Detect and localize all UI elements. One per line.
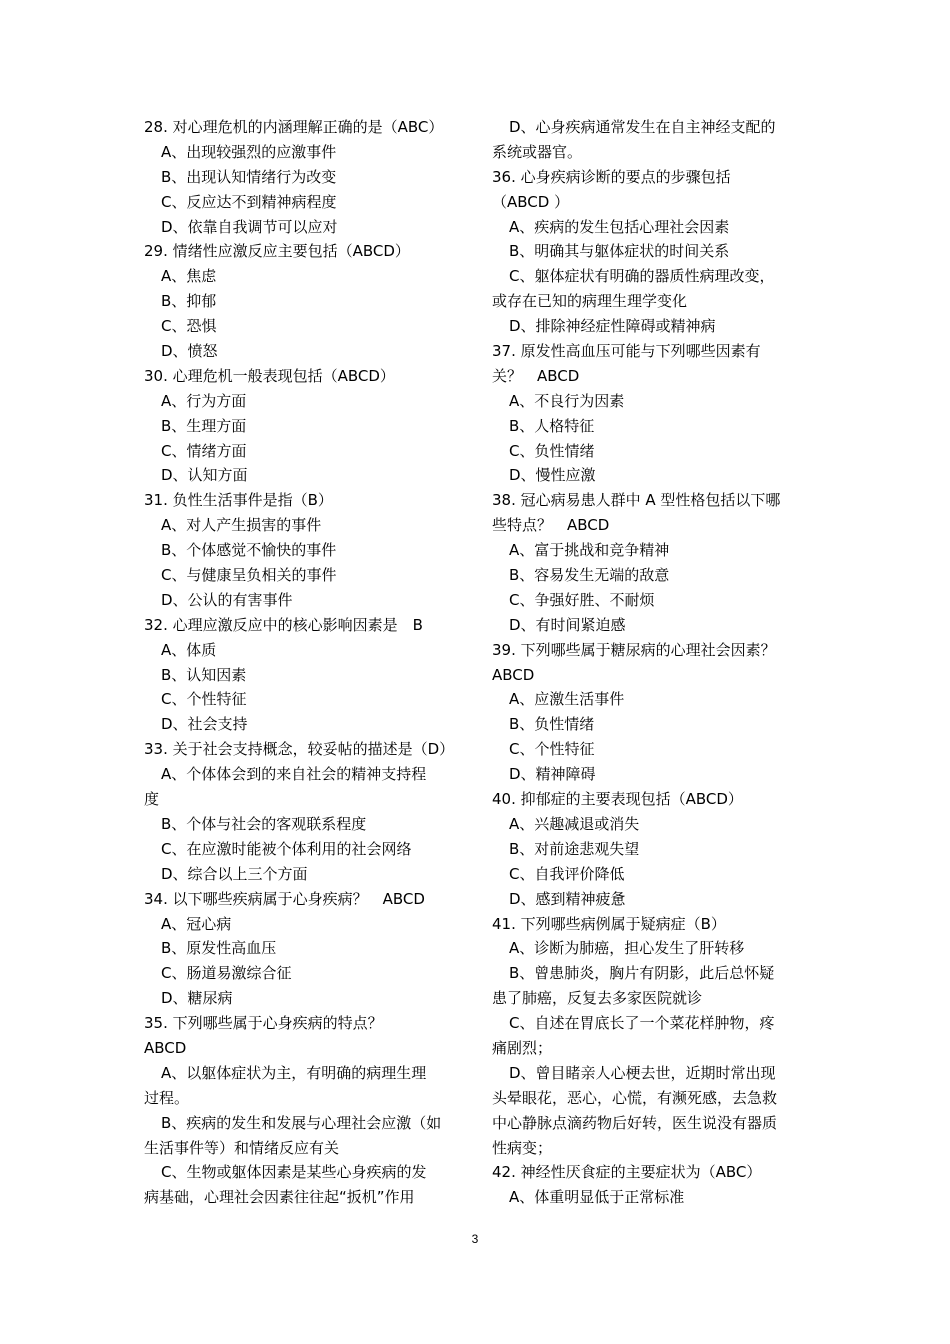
continuation-line: 病基础，心理社会因素往往起“扳机”作用 bbox=[144, 1188, 415, 1207]
option-line: A、冠心病 bbox=[161, 914, 232, 933]
option-line: A、富于挑战和竞争精神 bbox=[509, 541, 670, 560]
option-line: B、原发性高血压 bbox=[161, 939, 277, 958]
continuation-line: ABCD bbox=[144, 1038, 187, 1057]
option-line: C、自述在胃底长了一个菜花样肿物，疼 bbox=[509, 1014, 775, 1033]
question-line: 32. 心理应激反应中的核心影响因素是 B bbox=[144, 615, 423, 634]
question-line: 37. 原发性高血压可能与下列哪些因素有 bbox=[492, 342, 761, 361]
option-line: D、认知方面 bbox=[161, 466, 248, 485]
continuation-line: 患了肺癌，反复去多家医院就诊 bbox=[492, 989, 703, 1008]
continuation-line: 些特点？ ABCD bbox=[492, 516, 610, 535]
option-line: A、应激生活事件 bbox=[509, 690, 625, 709]
option-line: C、个性特征 bbox=[161, 690, 247, 709]
option-line: B、个体感觉不愉快的事件 bbox=[161, 541, 337, 560]
option-line: D、慢性应激 bbox=[509, 466, 596, 485]
option-line: D、曾目睹亲人心梗去世，近期时常出现 bbox=[509, 1063, 776, 1082]
option-line: A、以躯体症状为主，有明确的病理生理 bbox=[161, 1063, 427, 1082]
continuation-line: 生活事件等）和情绪反应有关 bbox=[144, 1138, 340, 1157]
question-line: 42. 神经性厌食症的主要症状为（ABC） bbox=[492, 1163, 762, 1182]
option-line: A、焦虑 bbox=[161, 267, 217, 286]
continuation-line: 过程。 bbox=[144, 1088, 190, 1107]
option-line: D、心身疾病通常发生在自主神经支配的 bbox=[509, 118, 776, 136]
option-line: C、反应达不到精神病程度 bbox=[161, 192, 337, 211]
question-line: 31. 负性生活事件是指（B） bbox=[144, 491, 333, 510]
continuation-line: 度 bbox=[144, 790, 160, 809]
option-line: C、争强好胜、不耐烦 bbox=[509, 590, 655, 609]
option-line: D、愤怒 bbox=[161, 342, 218, 361]
option-line: B、个体与社会的客观联系程度 bbox=[161, 814, 367, 833]
option-line: C、自我评价降低 bbox=[509, 864, 625, 883]
question-line: 39. 下列哪些属于糖尿病的心理社会因素？ bbox=[492, 640, 776, 659]
page-number: 3 bbox=[471, 1232, 479, 1246]
continuation-line: 或存在已知的病理生理学变化 bbox=[492, 292, 688, 311]
option-line: D、社会支持 bbox=[161, 715, 248, 734]
continuation-line: ABCD bbox=[492, 665, 535, 684]
option-line: C、躯体症状有明确的器质性病理改变， bbox=[509, 267, 775, 286]
option-line: B、负性情绪 bbox=[509, 715, 595, 734]
question-line: 35. 下列哪些属于心身疾病的特点？ bbox=[144, 1014, 383, 1033]
option-line: A、兴趣减退或消失 bbox=[509, 814, 640, 833]
option-line: A、不良行为因素 bbox=[509, 391, 625, 410]
option-line: C、生物或躯体因素是某些心身疾病的发 bbox=[161, 1163, 427, 1182]
option-line: D、依靠自我调节可以应对 bbox=[161, 217, 338, 236]
question-line: 33. 关于社会支持概念，较妥帖的描述是（D） bbox=[144, 740, 455, 759]
option-line: D、有时间紧迫感 bbox=[509, 615, 626, 634]
option-line: D、排除神经症性障碍或精神病 bbox=[509, 317, 716, 336]
option-line: A、对人产生损害的事件 bbox=[161, 516, 322, 535]
right-column bbox=[492, 115, 814, 1210]
question-line: 38. 冠心病易患人群中 A 型性格包括以下哪 bbox=[492, 491, 781, 510]
continuation-line: （ABCD ） bbox=[492, 192, 570, 211]
option-line: D、感到精神疲惫 bbox=[509, 889, 626, 908]
option-line: A、诊断为肺癌，担心发生了肝转移 bbox=[509, 939, 745, 958]
continuation-line: 头晕眼花，恶心，心慌，有濒死感，去急救 bbox=[492, 1088, 778, 1107]
option-line: B、抑郁 bbox=[161, 292, 217, 311]
continuation-line: 中心静脉点滴药物后好转，医生说没有器质 bbox=[492, 1113, 778, 1132]
option-line: A、个体体会到的来自社会的精神支持程 bbox=[161, 765, 427, 784]
option-line: C、在应激时能被个体利用的社会网络 bbox=[161, 839, 412, 858]
question-line: 34. 以下哪些疾病属于心身疾病？ ABCD bbox=[144, 889, 425, 908]
left-column bbox=[144, 115, 466, 1210]
question-line: 40. 抑郁症的主要表现包括（ABCD） bbox=[492, 790, 743, 809]
option-line: A、体重明显低于正常标准 bbox=[509, 1188, 685, 1207]
question-line: 30. 心理危机一般表现包括（ABCD） bbox=[144, 366, 395, 385]
option-line: D、综合以上三个方面 bbox=[161, 864, 308, 883]
option-line: B、疾病的发生和发展与心理社会应激（如 bbox=[161, 1113, 442, 1132]
option-line: C、与健康呈负相关的事件 bbox=[161, 566, 337, 585]
continuation-line: 性病变； bbox=[492, 1138, 553, 1157]
option-line: C、情绪方面 bbox=[161, 441, 247, 460]
option-line: D、公认的有害事件 bbox=[161, 590, 293, 609]
continuation-line: 关？ ABCD bbox=[492, 366, 580, 385]
continuation-line: 痛剧烈； bbox=[492, 1038, 553, 1057]
option-line: A、疾病的发生包括心理社会因素 bbox=[509, 217, 730, 236]
option-line: C、肠道易激综合征 bbox=[161, 964, 292, 983]
option-line: B、对前途悲观失望 bbox=[509, 839, 640, 858]
question-line: 36. 心身疾病诊断的要点的步骤包括 bbox=[492, 167, 731, 186]
question-line: 29. 情绪性应激反应主要包括（ABCD） bbox=[144, 242, 410, 261]
option-line: B、生理方面 bbox=[161, 416, 247, 435]
option-line: B、曾患肺炎，胸片有阴影，此后总怀疑 bbox=[509, 964, 775, 983]
option-line: B、认知因素 bbox=[161, 665, 247, 684]
option-line: C、个性特征 bbox=[509, 740, 595, 759]
option-line: B、出现认知情绪行为改变 bbox=[161, 167, 337, 186]
option-line: B、容易发生无端的敌意 bbox=[509, 566, 670, 585]
question-line: 28. 对心理危机的内涵理解正确的是（ABC） bbox=[144, 118, 444, 136]
continuation-line: 系统或器官。 bbox=[492, 142, 583, 161]
option-line: C、恐惧 bbox=[161, 317, 217, 336]
option-line: C、负性情绪 bbox=[509, 441, 595, 460]
option-line: B、人格特征 bbox=[509, 416, 595, 435]
option-line: B、明确其与躯体症状的时间关系 bbox=[509, 242, 730, 261]
option-line: D、糖尿病 bbox=[161, 989, 233, 1008]
option-line: A、行为方面 bbox=[161, 391, 247, 410]
option-line: D、精神障碍 bbox=[509, 765, 596, 784]
option-line: A、出现较强烈的应激事件 bbox=[161, 142, 337, 161]
question-line: 41. 下列哪些病例属于疑病症（B） bbox=[492, 914, 726, 933]
option-line: A、体质 bbox=[161, 640, 217, 659]
